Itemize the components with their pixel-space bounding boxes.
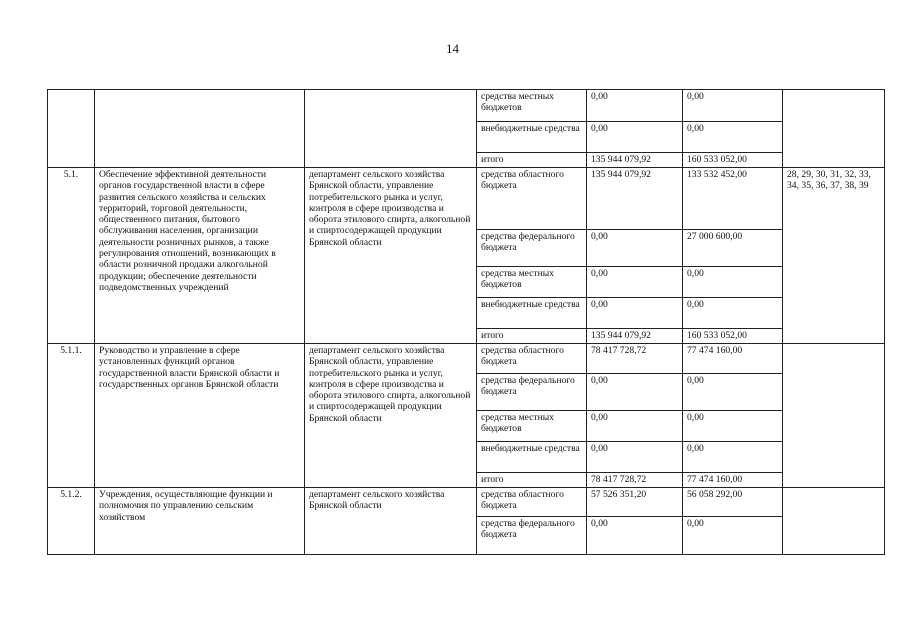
- table-row: [48, 488, 885, 517]
- cell-number: [48, 90, 95, 168]
- source-label: средства местных бюджетов: [477, 90, 587, 122]
- amount-cell: 0,00: [587, 442, 683, 473]
- amount-cell: 0,00: [683, 298, 783, 329]
- source-label: средства федерального бюджета: [477, 517, 587, 555]
- amount-cell: 0,00: [683, 442, 783, 473]
- cell-indicators: 28, 29, 30, 31, 32, 33, 34, 35, 36, 37, 38, 39: [783, 168, 885, 344]
- source-label: внебюджетные средства: [477, 442, 587, 473]
- amount-cell: 78 417 728,72: [587, 473, 683, 488]
- source-label: средства местных бюджетов: [477, 267, 587, 298]
- amount-cell: 57 526 351,20: [587, 488, 683, 517]
- amount-cell: 160 533 052,00: [683, 153, 783, 168]
- cell-name: Руководство и управление в сфере установленных функций органов государственной власти Брянской области и государственных органов Брянской области: [95, 344, 305, 488]
- source-label: средства областного бюджета: [477, 168, 587, 230]
- source-label: итого: [477, 329, 587, 344]
- source-label: средства местных бюджетов: [477, 411, 587, 442]
- cell-name: Учреждения, осуществляющие функции и полномочия по управлению сельским хозяйством: [95, 488, 305, 555]
- table-row: [48, 344, 885, 374]
- amount-cell: 133 532 452,00: [683, 168, 783, 230]
- cell-number: 5.1.: [48, 168, 95, 344]
- amount-cell: 0,00: [683, 122, 783, 153]
- amount-cell: 0,00: [683, 90, 783, 122]
- amount-cell: 135 944 079,92: [587, 153, 683, 168]
- amount-cell: 0,00: [587, 230, 683, 267]
- amount-cell: 135 944 079,92: [587, 168, 683, 230]
- amount-cell: 77 474 160,00: [683, 344, 783, 374]
- cell-executor: департамент сельского хозяйства Брянской области, управление потребительского рынка и услуг, контроля в сфере производства и оборота этилового спирта, алкогольной и спиртосодержащей продукции Брянской области: [305, 344, 477, 488]
- amount-cell: 0,00: [587, 90, 683, 122]
- table-row: [48, 168, 885, 230]
- amount-cell: 77 474 160,00: [683, 473, 783, 488]
- amount-cell: 135 944 079,92: [587, 329, 683, 344]
- amount-cell: 0,00: [683, 411, 783, 442]
- program-table: [47, 89, 885, 555]
- source-label: средства федерального бюджета: [477, 374, 587, 411]
- cell-executor: [305, 90, 477, 168]
- source-label: внебюджетные средства: [477, 122, 587, 153]
- amount-cell: 0,00: [683, 517, 783, 555]
- cell-number: 5.1.2.: [48, 488, 95, 555]
- source-label: итого: [477, 153, 587, 168]
- source-label: итого: [477, 473, 587, 488]
- table-row: [48, 90, 885, 122]
- source-label: средства областного бюджета: [477, 344, 587, 374]
- cell-indicators: [783, 488, 885, 555]
- cell-executor: департамент сельского хозяйства Брянской области: [305, 488, 477, 555]
- source-label: внебюджетные средства: [477, 298, 587, 329]
- cell-number: 5.1.1.: [48, 344, 95, 488]
- amount-cell: 0,00: [587, 374, 683, 411]
- amount-cell: 0,00: [587, 411, 683, 442]
- amount-cell: 0,00: [587, 298, 683, 329]
- amount-cell: 0,00: [587, 517, 683, 555]
- cell-name: Обеспечение эффективной деятельности органов государственной власти в сфере развития сельского хозяйства и сельских территорий, торговой деятельности, общественного питания, бытового обслуживания населения, организации деятельности розничных рынков, а также регулирования отношений, возникающих в области розничной продажи алкогольной продукции; обеспечение деятельности подведомственных учреждений: [95, 168, 305, 344]
- amount-cell: 0,00: [683, 374, 783, 411]
- amount-cell: 27 000 600,00: [683, 230, 783, 267]
- cell-indicators: [783, 344, 885, 488]
- source-label: средства федерального бюджета: [477, 230, 587, 267]
- amount-cell: 56 058 292,00: [683, 488, 783, 517]
- amount-cell: 0,00: [587, 122, 683, 153]
- amount-cell: 78 417 728,72: [587, 344, 683, 374]
- amount-cell: 0,00: [683, 267, 783, 298]
- amount-cell: 160 533 052,00: [683, 329, 783, 344]
- cell-executor: департамент сельского хозяйства Брянской области, управление потребительского рынка и услуг, контроля в сфере производства и оборота этилового спирта, алкогольной и спиртосодержащей продукции Брянской области: [305, 168, 477, 344]
- page-number: 14: [446, 41, 459, 56]
- cell-indicators: [783, 90, 885, 168]
- source-label: средства областного бюджета: [477, 488, 587, 517]
- amount-cell: 0,00: [587, 267, 683, 298]
- cell-name: [95, 90, 305, 168]
